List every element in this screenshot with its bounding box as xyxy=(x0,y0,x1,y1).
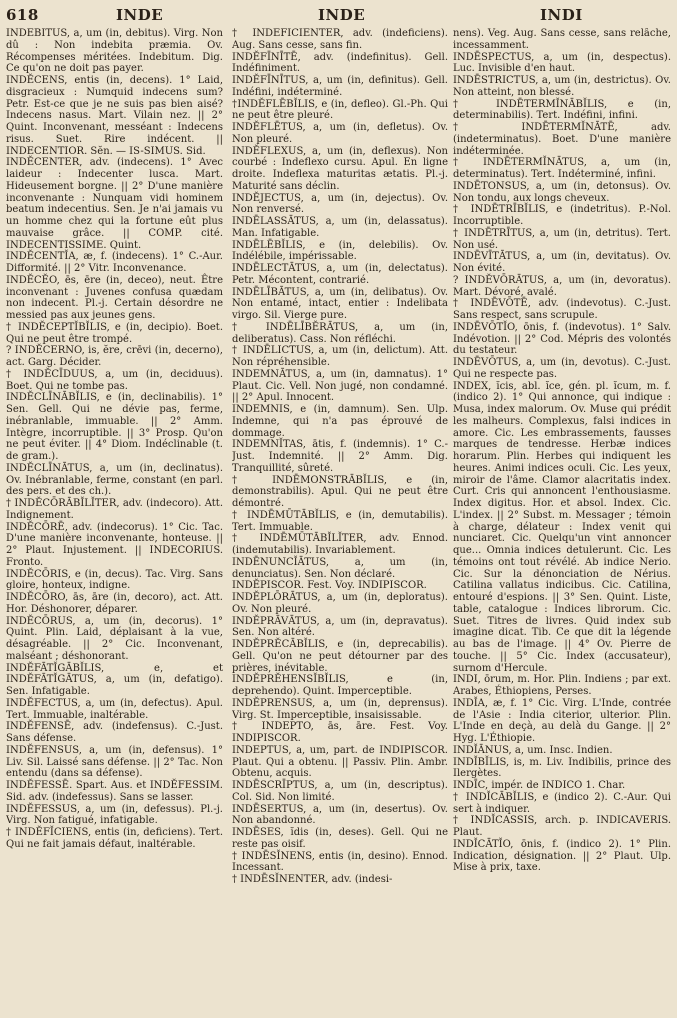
dictionary-entry: INDĒTONSUS, a, um (in, detonsus). Ov. Non tondu, aux longs cheveux. xyxy=(453,180,671,204)
dictionary-entry: INDEPTUS, a, um, part. de INDIPISCOR. Plaut. Qui a obtenu. || Passiv. Plin. Ambr. Obtenu, acquis. xyxy=(232,744,448,780)
dictionary-entry: INDĔPISCOR. Fest. Voy. INDIPISCOR. xyxy=(232,580,427,592)
dictionary-entry: † INDĒVŌTĒ, adv. (indevotus). C.-Just. Sans respect, sans scrupule. xyxy=(453,298,671,321)
dictionary-entry: † INDĒTRĪTUS, a, um (in, detritus). Tert. Non usé. xyxy=(453,227,671,251)
running-header xyxy=(0,6,677,28)
dictionary-entry: INDĔCLĪNĀBĬLIS, e (in, declinabilis). 1° Sen. Gell. Qui ne dévie pas, ferme, inébranlable, immuable. || 2° Amm. Intègre, incorruptible. || 3° Prosp. Qu'on ne peut éviter. || 4° Diom. Indéclinable (t. de gram.). xyxy=(6,392,223,462)
dictionary-entry: † INDĒMŪTĀBĬLIS, e (in, demutabilis). Tert. Immuable. xyxy=(232,509,448,533)
dictionary-entry: † INDĒSĬNENTER, adv. (indesi- xyxy=(232,874,393,885)
dictionary-entry: INDĔCĔO, ēs, ēre (in, deceo), neut. Être inconvenant : Juvenes confusa quædam non indecent. Pl.-j. Certain désordre ne messied pas aux jeunes gens. xyxy=(6,274,223,321)
dictionary-entry: INDĔCŌRĒ, adv. (indecorus). 1° Cic. Tac. D'une manière inconvenante, honteuse. || 2° Plaut. Injustement. || INDECORIUS. Fronto. xyxy=(6,521,223,568)
dictionary-entry: INDĬCĀTĬO, ōnis, f. (indico 2). 1° Plin. Indication, désignation. || 2° Plaut. Ulp. Mise à prix, taxe. xyxy=(453,838,671,874)
dictionary-entry: INDĔFĀTĬGĀBĬLIS, e, et INDĔFĀTĬGĀTUS, a, um (in, defatigo). Sen. Infatigable. xyxy=(6,662,223,697)
dictionary-entry: † INDĒLĪBĔRĀTUS, a, um (in, deliberatus). Cass. Non réfléchi. xyxy=(232,321,448,345)
dictionary-entry: INDĔPRENSUS, a, um (in, deprensus). Virg. St. Imperceptible, insaisissable. xyxy=(232,697,448,721)
dictionary-entry: INDĔPRĔHENSĬBĬLIS, e (in, deprehendo). Quint. Imperceptible. xyxy=(232,674,448,697)
dictionary-entry: † INDĒMONSTRĀBĬLIS, e (in, demonstrabilis). Apul. Qui ne peut être démontré. xyxy=(232,474,448,509)
dictionary-entry: INDĒLĒBĬLIS, e (in, delebilis). Ov. Indélébile, impérissable. xyxy=(232,239,448,263)
dictionary-entry: INDĒLECTĀTUS, a, um (in, delectatus). Petr. Mécontent, contrarié. xyxy=(232,263,448,286)
dictionary-entry: INDĒSES, ĭdis (in, deses). Gell. Qui ne reste pas oisif. xyxy=(232,827,448,850)
dictionary-entry: INDEX, ĭcis, abl. ĭce, gén. pl. ĭcum, m. f. (indico 2). 1° Qui annonce, qui indique : Musa, index malorum. Ov. Muse qui prédit les malheurs. Complexus, falsi indices in amore. Cic. Les embrassements, fausses marques de tendresse. Herbæ indices horarum. Plin. Herbes qui indiquent les heures. Animi indices oculi. Cic. Les yeux, miroir de l'âme. Clamor alacritatis index. Curt. Cris qui annoncent l'enthousiasme. Index digitus. Hor. et absol. Index. Cic. L'index. || 2° Subst. m. Messager ; témoin à charge, délateur : Index venit qui nunciaret. Cic. Quelqu'un vint annoncer que... Omnia indices detulerunt. Cic. Les témoins ont tout révélé. Ab indice Nerio. Cic. Sur la dénonciation de Nérius. Catilina vallatus indicibus. Cic. Catilina, entouré d'espions. || 3° Sen. Quint. Liste, table, catalogue : Indices librorum. Cic. Suet. Titres de livres. Quid index sub imagine dicat. Tib. Ce que dit la légende au bas de l'image. || 4° Ov. Pierre de touche. || 5° Cic. Index (accusateur), surnom d'Hercule. xyxy=(453,380,671,674)
dictionary-entry: † INDĔCĪDUUS, a, um (in, deciduus). Boet. Qui ne tombe pas. xyxy=(6,368,223,392)
dictionary-entry: † INDĔFĬCIENS, entis (in, deficiens). Tert. Qui ne fait jamais défaut, inaltérable. xyxy=(6,827,223,850)
dictionary-entry: †INDĔFLĒBĬLIS, e (in, defleo). Gl.-Ph. Qui ne peut être pleuré. xyxy=(232,98,448,122)
dictionary-entry: INDĔCENS, entis (in, decens). 1° Laid, disgracieux : Numquid indecens sum? Petr. Est-ce que je ne suis pas bien aisé? Indecens nasus. Mart. Vilain nez. || 2° Quint. Inconvenant, messéant : Indecens risus. Suet. Rire indécent. || INDECENTIOR. Sĕn. — IS-SIMUS. Sid. xyxy=(6,75,223,157)
dictionary-entry: † INDĔCEPTĬBĬLIS, e (in, decipio). Boet. Qui ne peut être trompé. xyxy=(6,321,223,345)
dictionary-entry: † INDĒMŪTĀBĬLĬTER, adv. Ennod. (indemutabilis). Invariablement. xyxy=(232,533,448,556)
dictionary-entry: † INDĒTRĪBĬLIS, e (indetritus). P.-Nol. Incorruptible. xyxy=(453,204,671,227)
dictionary-entry: INDĒSCRĪPTUS, a, um (in, descriptus). Col. Sid. Non limité. xyxy=(232,780,448,803)
page-number: 618 xyxy=(6,6,39,24)
dictionary-entry: INDĒSERTUS, a, um (in, desertus). Ov. Non abandonné. xyxy=(232,803,448,827)
dictionary-entry: INDĒSTRICTUS, a, um (in, destrictus). Ov. Non atteint, non blessé. xyxy=(453,75,671,98)
running-head-left: INDE xyxy=(116,6,164,24)
dictionary-entry: nens). Veg. Aug. Sans cesse, sans relâche, incessamment. xyxy=(453,28,671,51)
dictionary-entry: INDĔFĪNĪTĒ, adv. (indefinitus). Gell. Indéfiniment. xyxy=(232,51,448,75)
dictionary-entry: INDĔPRĔCĀBĬLIS, e (in, deprecabilis). Gell. Qu'on ne peut détourner par des prières, inévitable. xyxy=(232,639,448,674)
dictionary-entry: INDĔPLŌRĀTUS, a, um (in, deploratus). Ov. Non pleuré. xyxy=(232,592,448,615)
dictionary-entry: INDĒBĬTUS, a, um (in, debitus). Virg. Non dû : Non indebita præmia. Ov. Récompenses méritées. Indebitum. Dig. Ce qu'on ne doit pas payer. xyxy=(6,28,223,75)
dictionary-entry: INDĔCLĪNĀTUS, a, um (in, declinatus). Ov. Inébranlable, ferme, constant (en parl. des pers. et des ch.). xyxy=(6,462,223,498)
dictionary-entry: INDĒVĪTĀTUS, a, um (in, devitatus). Ov. Non évité. xyxy=(453,251,671,274)
dictionary-entry: † INDĒTERMĬNĀBĬLIS, e (in, determinabilis). Tert. Indéfini, infini. xyxy=(453,98,671,122)
dictionary-entry: INDEMNIS, e (in, damnum). Sen. Ulp. Indemne, qui n'a pas éprouvé de dommage. xyxy=(232,404,448,439)
dictionary-entry: † INDĬCASSIS, arch. p. INDICAVERIS. Plaut. xyxy=(453,815,671,838)
dictionary-entry: INDĔFENSĒ, adv. (indefensus). C.-Just. Sans défense. xyxy=(6,721,223,744)
dictionary-entry: INDĔFLEXUS, a, um (in, deflexus). Non courbé : Indeflexo cursu. Apul. En ligne droite. Indeflexa maturitas ætatis. Pl.-j. Maturité sans déclin. xyxy=(232,145,448,192)
dictionary-entry: † INDĒTERMĬNĀTĒ, adv. (indeterminatus). Boet. D'une manière indéterminée. xyxy=(453,122,671,157)
dictionary-entry: INDĒNUNCĬĀTUS, a, um (in, denunciatus). Sen. Non déclaré. xyxy=(232,556,448,580)
dictionary-entry: ? INDĔVŌRĀTUS, a, um (in, devoratus). Mart. Dévoré, avalé. xyxy=(453,274,671,298)
dictionary-entry: INDEMNĀTUS, a, um (in, damnatus). 1° Plaut. Cic. Vell. Non jugé, non condamné. || 2° Apul. Innocent. xyxy=(232,368,448,404)
dictionary-entry: INDĒLASSĀTUS, a, um (in, delassatus). Man. Infatigable. xyxy=(232,216,448,239)
dictionary-entry: INDĔFESSUS, a, um (in, defessus). Pl.-j. Virg. Non fatigué, infatigable. xyxy=(6,803,223,827)
dictionary-entry: † INDĒSĬNENS, entis (in, desino). Ennod. Incessant. xyxy=(232,850,448,874)
dictionary-entry: INDĪC, impér. de INDICO 1. Char. xyxy=(453,780,626,791)
dictionary-entry: ? INDĔCERNO, is, ĕre, crēvi (in, decerno), act. Garg. Décider. xyxy=(6,345,223,368)
dictionary-entry: INDĒLĪBĀTUS, a, um (in, delibatus). Ov. Non entamé, intact, entier : Indelibata virgo. Sil. Vierge pure. xyxy=(232,286,448,321)
dictionary-entry: INDĔCENTĬA, æ, f. (indecens). 1° C.-Aur. Difformité. || 2° Vitr. Inconvenance. xyxy=(6,251,223,274)
dictionary-entry: † INDEPTO, ās, āre. Fest. Voy. INDIPISCOR. xyxy=(232,721,448,744)
dictionary-entry: INDĔCŌRIS, e (in, decus). Tac. Virg. Sans gloire, honteux, indigne. xyxy=(6,568,223,592)
dictionary-entry: INDĔFENSUS, a, um (in, defensus). 1° Liv. Sil. Laissé sans défense. || 2° Tac. Non entendu (dans sa défense). xyxy=(6,744,223,780)
dictionary-entry: INDĬBĬLIS, is, m. Liv. Indibilis, prince des Ilergètes. xyxy=(453,756,671,780)
dictionary-entry: INDĔFECTUS, a, um (in, defectus). Apul. Tert. Immuable, inaltérable. xyxy=(6,697,223,721)
dictionary-entry: † INDĔCŌRĀBĬLĬTER, adv. (indecoro). Att. Indignement. xyxy=(6,498,223,521)
dictionary-entry: INDEMNĬTAS, ātis, f. (indemnis). 1° C.-Just. Indemnité. || 2° Amm. Dig. Tranquillité, sûreté. xyxy=(232,439,448,474)
dictionary-entry: INDĔJECTUS, a, um (in, dejectus). Ov. Non renversé. xyxy=(232,192,448,216)
dictionary-entry: INDĔCŌRUS, a, um (in, decorus). 1° Quint. Plin. Laid, déplaisant à la vue, désagréable. || 2° Cic. Inconvenant, malséant ; déshonorant. xyxy=(6,615,223,662)
dictionary-entry: INDI, ōrum, m. Hor. Plin. Indiens ; par ext. Arabes, Éthiopiens, Perses. xyxy=(453,674,671,697)
dictionary-entry: INDĬĀNUS, a, um. Insc. Indien. xyxy=(453,744,613,756)
dictionary-entry: INDĬA, æ, f. 1° Cic. Virg. L'Inde, contrée de l'Asie : India citerior, ulterior. Plin. L'Inde en deçà, au delà du Gange. || 2° Hyg. L'Éthiopie. xyxy=(453,697,671,744)
dictionary-entry: INDĔFĪNĪTUS, a, um (in, definitus). Gell. Indéfini, indéterminé. xyxy=(232,75,448,98)
dictionary-entry: INDĒVŌTUS, a, um (in, devotus). C.-Just. Qui ne respecte pas. xyxy=(453,357,671,380)
dictionary-entry: † INDĒLICTUS, a, um (in, delictum). Att. Non répréhensible. xyxy=(232,345,448,368)
running-head-right: INDI xyxy=(540,6,583,24)
dictionary-entry: INDĒSPECTUS, a, um (in, despectus). Luc. Invisible d'en haut. xyxy=(453,51,671,75)
running-head-center: INDE xyxy=(318,6,366,24)
dictionary-entry: INDĔFLĒTUS, a, um (in, defletus). Ov. Non pleuré. xyxy=(232,122,448,145)
column-left xyxy=(6,28,223,1016)
dictionary-entry: INDĒVŌTĬO, ōnis, f. (indevotus). 1° Salv. Indévotion. || 2° Cod. Mépris des volontés du testateur. xyxy=(453,321,671,357)
dictionary-entry: INDĔCENTER, adv. (indecens). 1° Avec laideur : Indecenter lusca. Mart. Hideusement borgne. || 2° D'une manière inconvenante : Nunquam vidi hominem beatum indecentius. Sen. Je n'ai jamais vu un homme chez qui la fortune eût plus mauvaise grâce. || COMP. cité. INDECENTISSIME. Quint. xyxy=(6,157,223,251)
column-right xyxy=(453,28,671,1016)
dictionary-entry: † INDĔFĬCIENTER, adv. (indeficiens). Aug. Sans cesse, sans fin. xyxy=(232,28,448,51)
dictionary-entry: INDĔFESSĒ. Spart. Aus. et INDĔFESSIM. Sid. adv. (indefessus). Sans se lasser. xyxy=(6,780,223,803)
column-middle xyxy=(232,28,448,1016)
dictionary-entry: † INDĬCĀBĬLIS, e (indico 2). C.-Aur. Qui sert à indiquer. xyxy=(453,791,671,815)
dictionary-entry: † INDĒTERMĬNĀTUS, a, um (in, determinatus). Tert. Indéterminé, infini. xyxy=(453,157,671,180)
dictionary-entry: INDĔCŌRO, ās, āre (in, decoro), act. Att. Hor. Déshonorer, déparer. xyxy=(6,592,223,615)
dictionary-entry: INDĔPRĀVĀTUS, a, um (in, depravatus). Sen. Non altéré. xyxy=(232,615,448,639)
